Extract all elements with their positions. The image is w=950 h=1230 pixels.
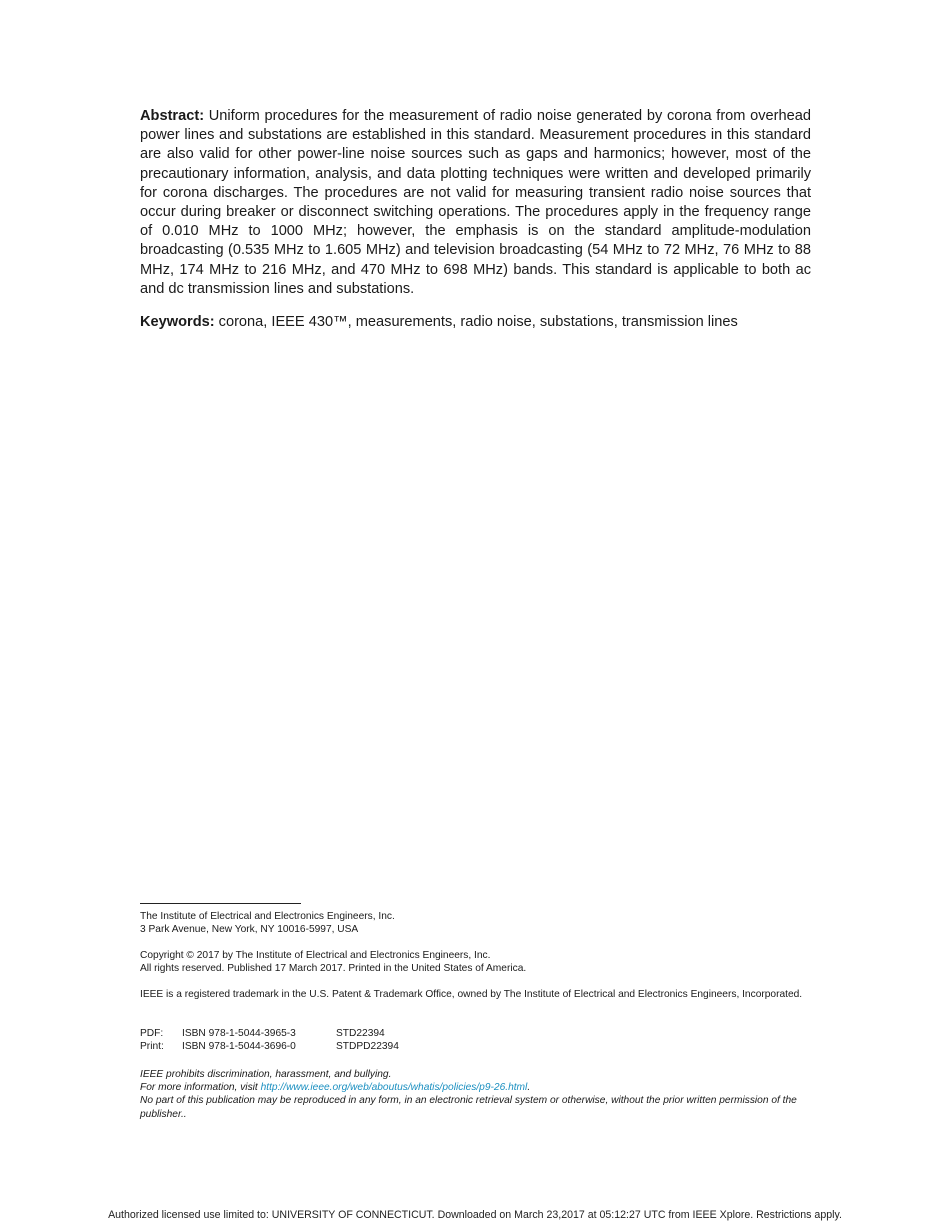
institute-block — [140, 910, 812, 936]
policy-link[interactable]: http://www.ieee.org/web/aboutus/whatis/policies/p9-26.html — [260, 1082, 528, 1094]
policy-info-prefix: For more information, visit — [140, 1082, 261, 1094]
copyright-line: Copyright © 2017 by The Institute of Electrical and Electronics Engineers, Inc. — [140, 950, 491, 961]
authorized-use-notice: Authorized licensed use limited to: UNIVERSITY OF CONNECTICUT. Downloaded on March 23,2017 at 05:12:27 UTC from IEEE Xplore. Restrictions apply. — [108, 1209, 842, 1221]
isbn-number: ISBN 978-1-5044-3696-0 — [182, 1041, 296, 1053]
policy-block — [140, 1068, 812, 1121]
reproduction-notice: No part of this publication may be reproduced in any form, in an electronic retrieval system or otherwise, without the prior written permission of the publisher.. — [140, 1095, 797, 1120]
isbn-code: STD22394 — [336, 1028, 385, 1039]
isbn-code: STDPD22394 — [336, 1041, 399, 1053]
keywords-label: Keywords: — [140, 314, 215, 330]
isbn-format: PDF: — [140, 1028, 164, 1039]
abstract-paragraph — [140, 107, 811, 299]
policy-statement: IEEE prohibits discrimination, harassment, and bullying. — [140, 1069, 392, 1080]
trademark-block — [140, 988, 812, 1001]
abstract-text: Uniform procedures for the measurement of radio noise generated by corona from overhead power lines and substations are established in this standard. Measurement procedures in this standard are also valid for other power-line noise sources such as gaps and harmonics; however, most of the precautionary information, analysis, and data plotting techniques were written and developed primarily for corona discharges. The procedures are not valid for measuring transient radio noise sources that occur during breaker or disconnect switching operations. The procedures apply in the frequency range of 0.010 MHz to 1000 MHz; however, the emphasis is on the standard amplitude-modulation broadcasting (0.535 MHz to 1.605 MHz) and television broadcasting (54 MHz to 72 MHz, 76 MHz to 88 MHz, 174 MHz to 216 MHz, and 470 MHz to 698 MHz) bands. This standard is applicable to both ac and dc transmission lines and substations. — [140, 108, 811, 297]
institute-name: The Institute of Electrical and Electronics Engineers, Inc. — [140, 911, 395, 922]
isbn-row-print — [140, 1040, 812, 1053]
institute-address: 3 Park Avenue, New York, NY 10016-5997, USA — [140, 924, 359, 936]
copyright-block — [140, 949, 812, 975]
isbn-number: ISBN 978-1-5044-3965-3 — [182, 1028, 296, 1039]
keywords-text: corona, IEEE 430™, measurements, radio noise, substations, transmission lines — [214, 314, 738, 330]
isbn-row-pdf — [140, 1027, 812, 1040]
policy-info-line — [140, 1081, 812, 1094]
isbn-format: Print: — [140, 1041, 164, 1053]
trademark-notice: IEEE is a registered trademark in the U.S. Patent & Trademark Office, owned by The Institute of Electrical and Electronics Engineers, Incorporated. — [140, 989, 803, 1000]
keywords-paragraph — [140, 313, 811, 332]
isbn-block — [140, 1027, 812, 1053]
abstract-label: Abstract: — [140, 108, 205, 124]
footnote-divider — [140, 903, 301, 904]
policy-info-suffix: . — [527, 1082, 531, 1094]
rights-line: All rights reserved. Published 17 March 2017. Printed in the United States of America. — [140, 963, 527, 975]
